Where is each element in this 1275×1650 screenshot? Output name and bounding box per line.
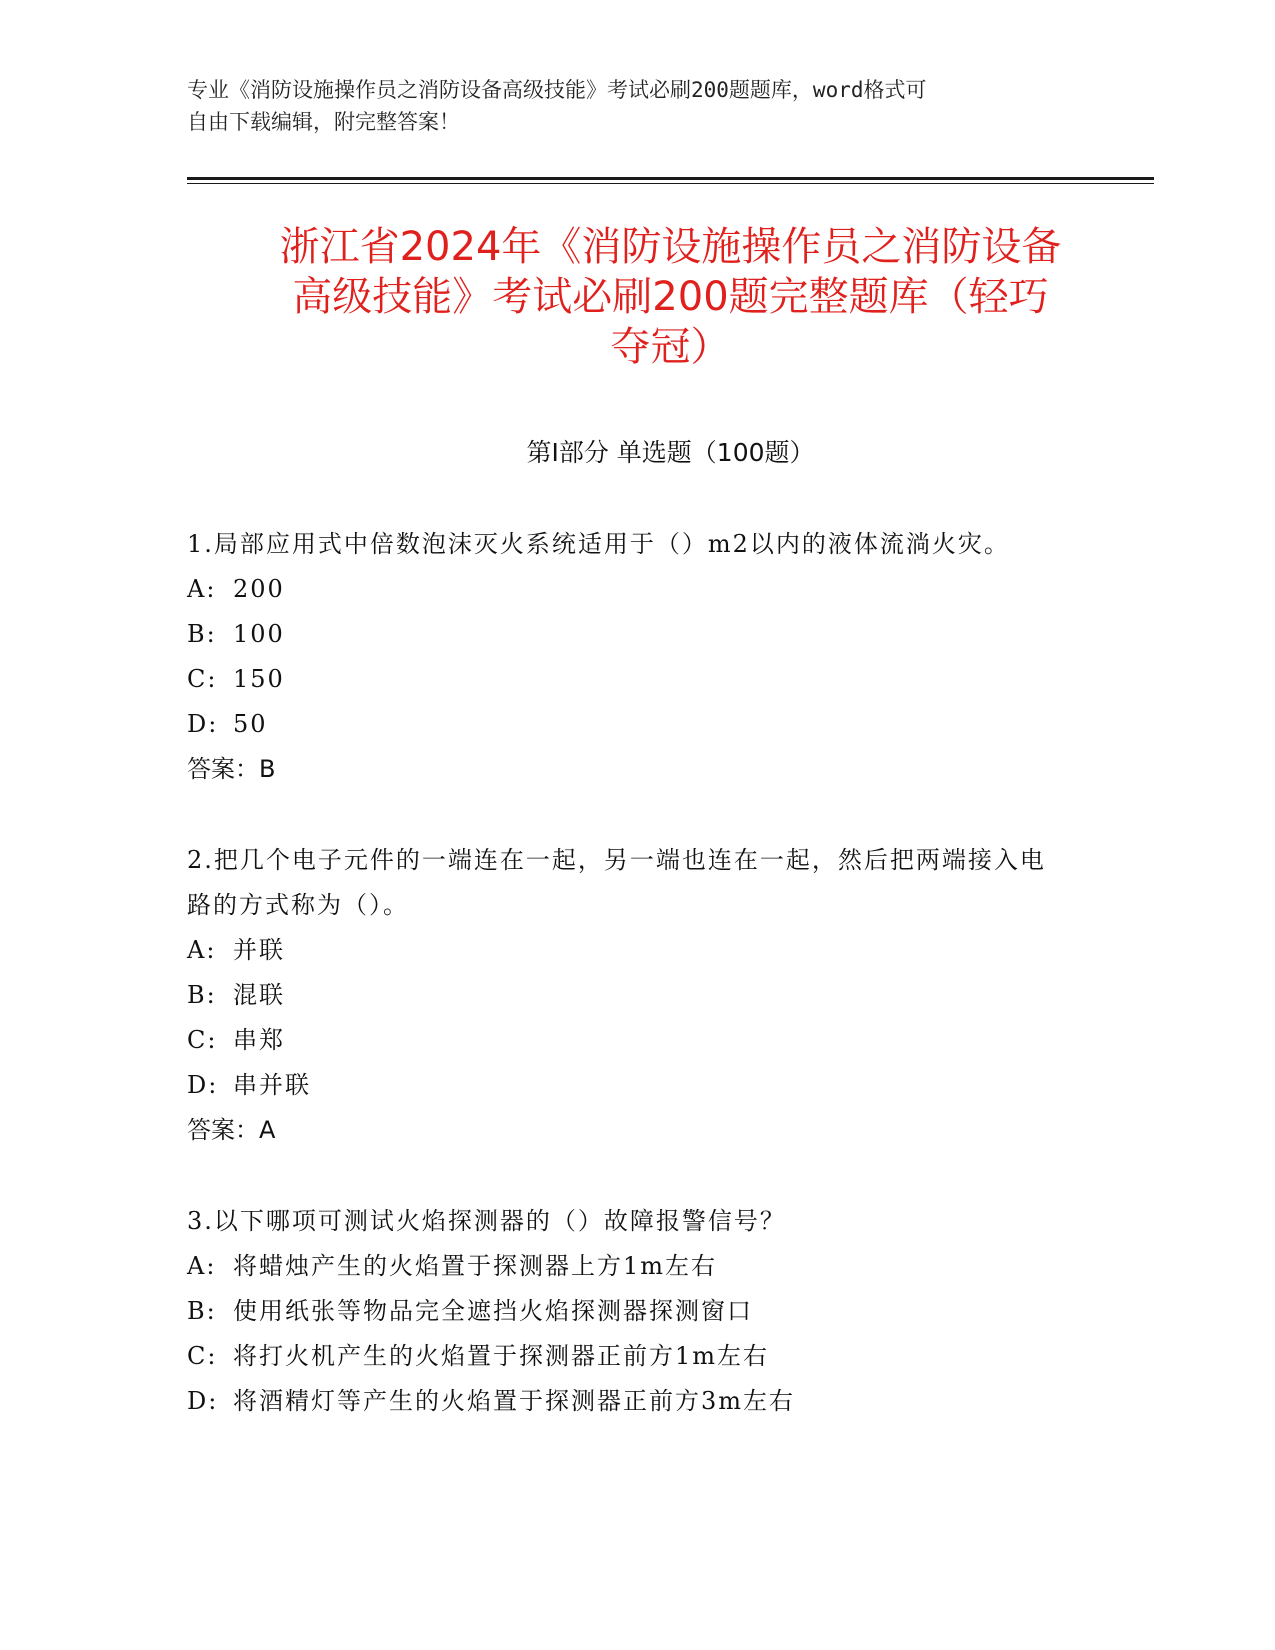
header-note-line-1: 专业《消防设施操作员之消防设备高级技能》考试必刷200题题库，word格式可 (187, 78, 927, 102)
question-stem: 1.局部应用式中倍数泡沫灭火系统适用于（）m2以内的液体流淌火灾。 (187, 530, 1010, 558)
question-3 (187, 1199, 1067, 1424)
option-text: 并联 (233, 936, 285, 964)
option-letter: A: (187, 575, 217, 603)
header-rule-thin (187, 183, 1154, 184)
option-c (187, 657, 1067, 702)
option-text: 100 (233, 620, 285, 648)
option-text: 使用纸张等物品完全遮挡火焰探测器探测窗口 (233, 1297, 753, 1325)
option-letter: D: (187, 710, 219, 738)
option-letter: B: (187, 1297, 217, 1325)
question-1 (187, 522, 1067, 792)
option-letter: A: (187, 936, 217, 964)
option-letter: A: (187, 1252, 217, 1280)
option-letter: C: (187, 1026, 218, 1054)
header-note-line-2: 自由下载编辑，附完整答案！ (187, 110, 460, 134)
option-b (187, 973, 1067, 1018)
question-stem: 2.把几个电子元件的一端连在一起，另一端也连在一起，然后把两端接入电路的方式称为（）。 (187, 846, 1046, 919)
option-b (187, 612, 1067, 657)
option-text: 50 (233, 710, 268, 738)
page-title-line-1: 浙江省2024年《消防设施操作员之消防设备 (279, 224, 1062, 270)
option-letter: C: (187, 665, 218, 693)
option-list (187, 567, 1067, 747)
option-list (187, 1244, 1067, 1424)
question-2 (187, 838, 1067, 1153)
answer: 答案：A (187, 1116, 276, 1144)
option-text: 将蜡烛产生的火焰置于探测器上方1m左右 (233, 1252, 718, 1280)
option-text: 200 (233, 575, 285, 603)
option-text: 串郑 (233, 1026, 285, 1054)
option-d (187, 702, 1067, 747)
header-note (187, 74, 1067, 138)
option-c (187, 1018, 1067, 1063)
option-text: 将酒精灯等产生的火焰置于探测器正前方3m左右 (233, 1387, 796, 1415)
option-letter: D: (187, 1071, 219, 1099)
option-d (187, 1379, 1067, 1424)
option-letter: B: (187, 981, 217, 1009)
option-letter: C: (187, 1342, 218, 1370)
page-title (187, 222, 1154, 372)
option-letter: D: (187, 1387, 219, 1415)
header-rule-thick (187, 177, 1154, 180)
option-c (187, 1334, 1067, 1379)
option-letter: B: (187, 620, 217, 648)
option-text: 混联 (233, 981, 285, 1009)
option-b (187, 1289, 1067, 1334)
question-list (187, 522, 1067, 1470)
page-title-line-3: 夺冠） (610, 324, 731, 370)
option-text: 将打火机产生的火焰置于探测器正前方1m左右 (233, 1342, 770, 1370)
option-list (187, 928, 1067, 1108)
option-text: 串并联 (233, 1071, 311, 1099)
option-a (187, 1244, 1067, 1289)
answer: 答案：B (187, 755, 276, 783)
option-a (187, 567, 1067, 612)
question-stem: 3.以下哪项可测试火焰探测器的（）故障报警信号？ (187, 1207, 786, 1235)
page-title-line-2: 高级技能》考试必刷200题完整题库（轻巧 (292, 274, 1049, 320)
option-a (187, 928, 1067, 973)
section-heading: 第Ⅰ部分 单选题（100题） (526, 438, 815, 467)
option-text: 150 (233, 665, 285, 693)
option-d (187, 1063, 1067, 1108)
